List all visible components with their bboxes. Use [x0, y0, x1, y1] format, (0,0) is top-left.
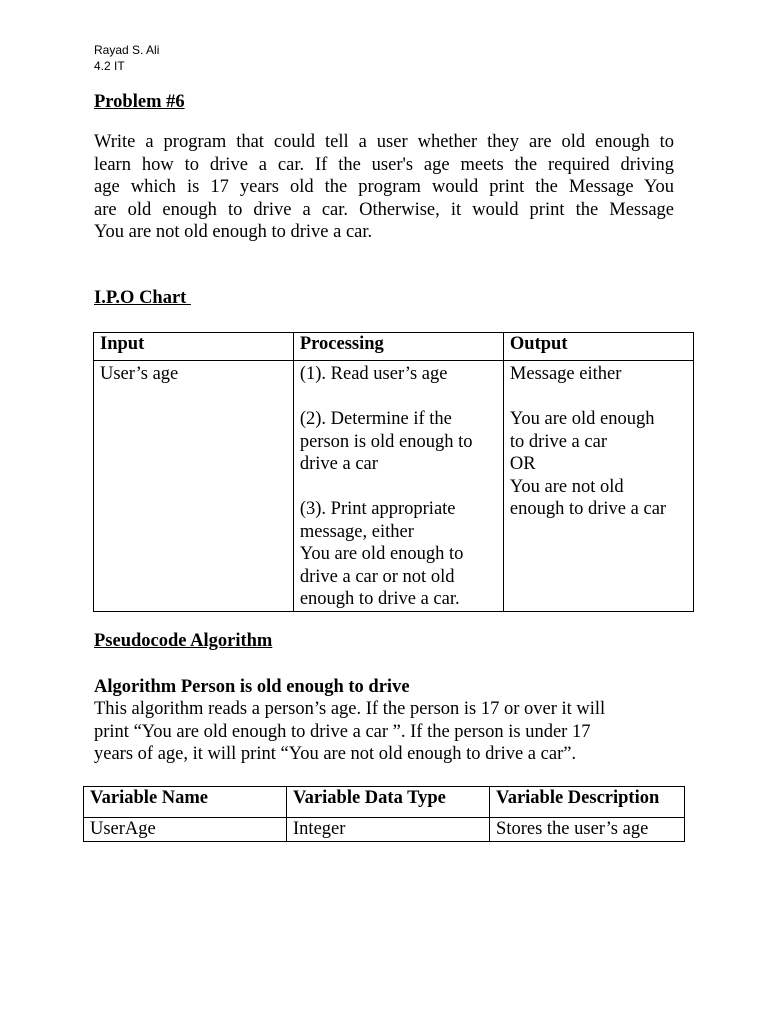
table-header-row — [84, 787, 685, 818]
processing-step-2-line: person is old enough to — [299, 431, 473, 452]
processing-step-2-line: (2). Determine if the — [299, 409, 452, 429]
table-header-row — [94, 333, 694, 361]
pseudocode-title: Pseudocode Algorithm — [94, 631, 273, 651]
output-line: enough to drive a car — [509, 499, 667, 519]
output-line: You are not old — [509, 476, 624, 497]
output-line: to drive a car — [509, 431, 607, 452]
var-header-type: Variable Data Type — [287, 787, 490, 818]
ipo-input-text: User’s age — [100, 364, 179, 384]
algorithm-line: This algorithm reads a person’s age. If the person is 17 or over it will — [94, 699, 606, 719]
output-line: You are old enough — [509, 409, 655, 429]
processing-step-3-line: enough to drive a car. — [299, 589, 460, 609]
algorithm-description — [94, 698, 674, 766]
var-header-name: Variable Name — [84, 787, 287, 818]
output-line: OR — [509, 454, 536, 474]
processing-step-1: (1). Read user’s age — [299, 364, 448, 384]
processing-step-3-line: You are old enough to — [299, 544, 464, 564]
ipo-chart-title: I.P.O Chart — [94, 288, 191, 308]
problem-line: are old enough to drive a car. Otherwise, it would print the Message — [94, 199, 674, 220]
processing-step-3-line: message, either — [299, 521, 414, 542]
problem-line: age which is 17 years old the program would print the Message You — [94, 177, 674, 197]
ipo-header-processing: Processing — [293, 333, 503, 361]
problem-line: learn how to drive a car. If the user's age meets the required driving — [94, 154, 674, 175]
table-row — [84, 818, 685, 842]
var-cell-description: Stores the user’s age — [490, 818, 685, 842]
processing-step-3-line: (3). Print appropriate — [299, 499, 456, 519]
problem-line: Write a program that could tell a user whether they are old enough to — [94, 132, 674, 152]
algorithm-line: print “You are old enough to drive a car ”. If the person is under 17 — [94, 721, 591, 742]
ipo-input-cell — [94, 361, 294, 612]
author-name: Rayad S. Ali — [94, 43, 160, 57]
problem-title: Problem #6 — [94, 92, 185, 112]
problem-line: You are not old enough to drive a car. — [94, 222, 373, 242]
var-cell-type: Integer — [287, 818, 490, 842]
variable-table — [83, 786, 685, 842]
author-class: 4.2 IT — [94, 59, 125, 73]
ipo-output-cell — [503, 361, 693, 612]
algorithm-line: years of age, it will print “You are not old enough to drive a car”. — [94, 744, 577, 764]
ipo-header-output: Output — [503, 333, 693, 361]
processing-step-3-line: drive a car or not old — [299, 566, 455, 587]
algorithm-title: Algorithm Person is old enough to drive — [94, 677, 410, 697]
problem-statement — [94, 131, 674, 244]
var-cell-name: UserAge — [84, 818, 287, 842]
table-row — [94, 361, 694, 612]
author-block — [94, 42, 159, 74]
output-intro: Message either — [509, 364, 622, 384]
ipo-processing-cell — [293, 361, 503, 612]
processing-step-2-line: drive a car — [299, 454, 378, 474]
ipo-header-input: Input — [94, 333, 294, 361]
var-header-description: Variable Description — [490, 787, 685, 818]
ipo-chart-table — [93, 332, 694, 612]
